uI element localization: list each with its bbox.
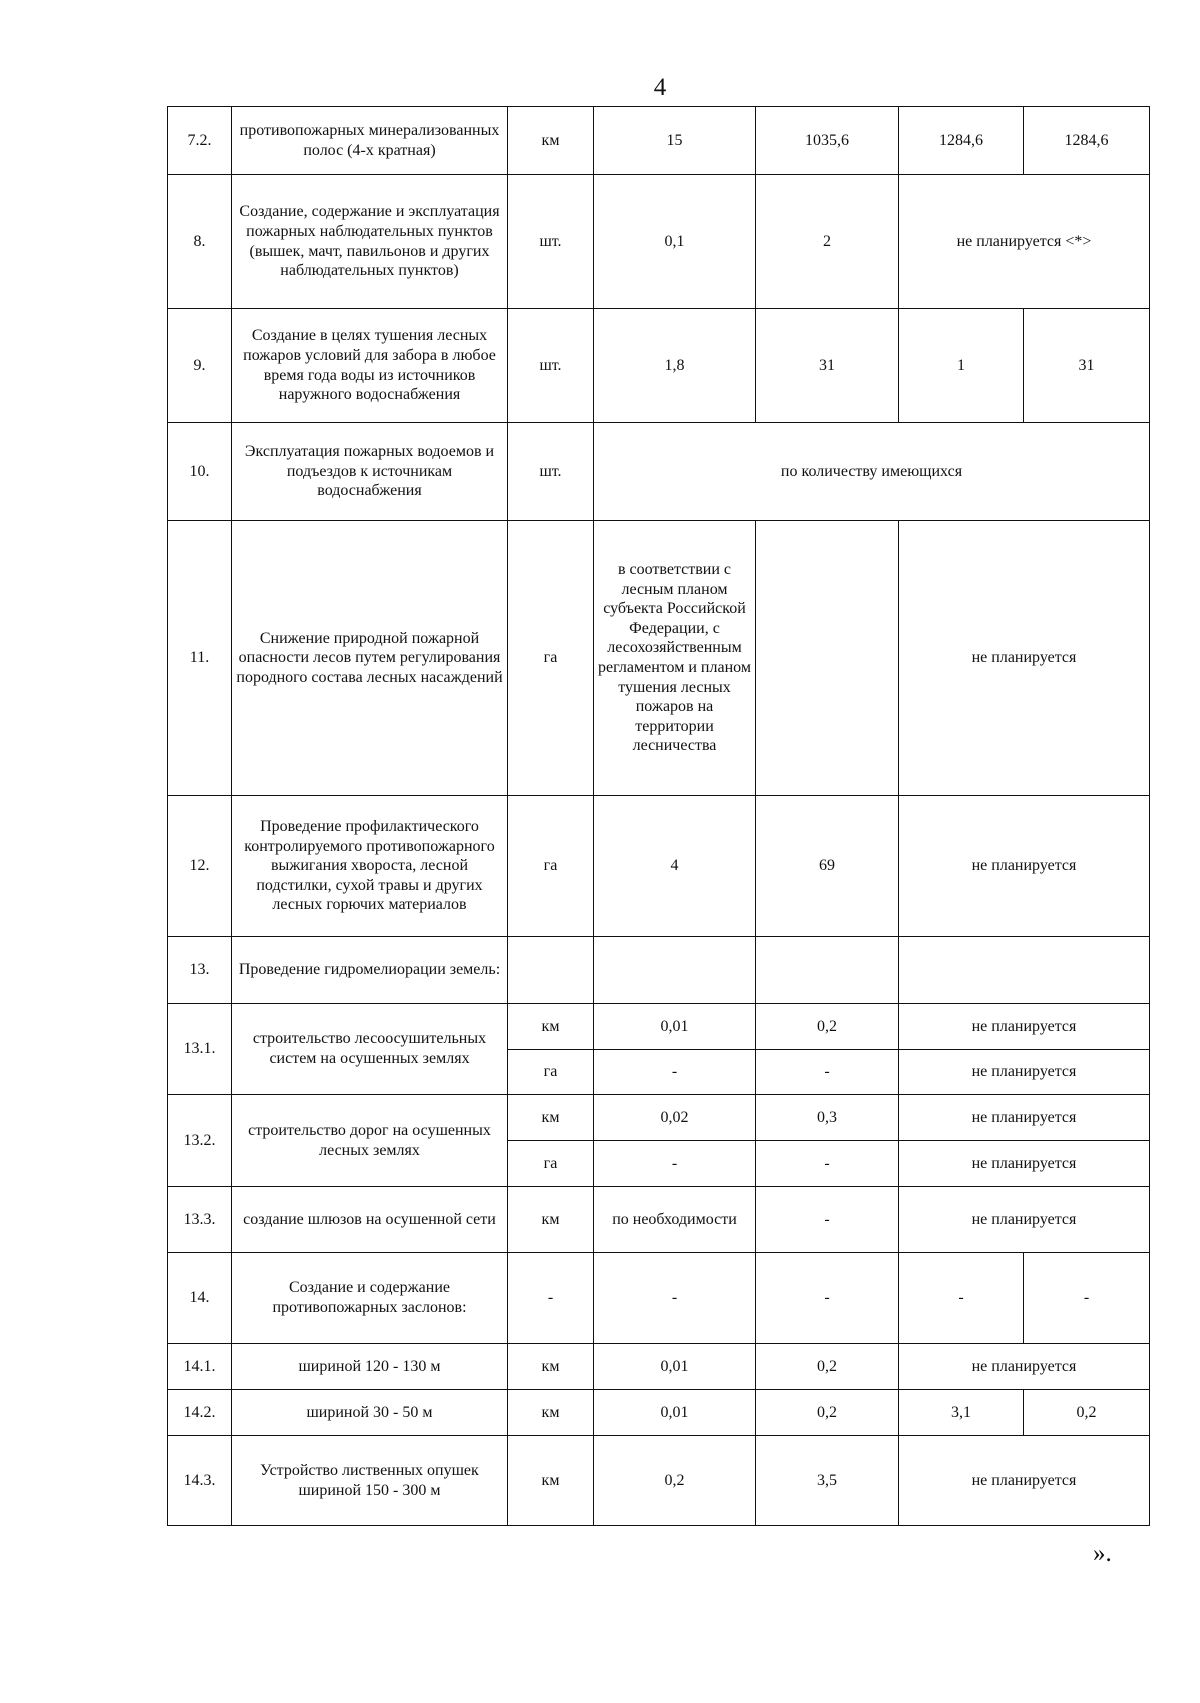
value-cell: -: [899, 1253, 1024, 1344]
value-cell: по необходимости: [594, 1187, 756, 1253]
value-cell: в соответствии с лесным планом субъекта Российской Федерации, с лесохозяйственным регламентом и планом тушения лесных пожаров на территории лесничества: [594, 521, 756, 796]
table-row: [168, 309, 1150, 423]
unit-cell: га: [508, 1050, 594, 1095]
measure-name: строительство дорог на осушенных лесных землях: [232, 1095, 508, 1187]
value-cell: -: [756, 1253, 899, 1344]
unit-cell: км: [508, 1004, 594, 1050]
measure-name: Проведение гидромелиорации земель:: [232, 937, 508, 1004]
value-cell: 31: [756, 309, 899, 423]
row-number: 8.: [168, 175, 232, 309]
row-number: 14.2.: [168, 1390, 232, 1436]
plan-cell: не планируется: [899, 796, 1150, 937]
value-cell: [756, 521, 899, 796]
table-row: [168, 796, 1150, 937]
table-row: [168, 521, 1150, 796]
value-cell: [594, 937, 756, 1004]
row-number: 13.2.: [168, 1095, 232, 1187]
measure-name: Эксплуатация пожарных водоемов и подъездов к источникам водоснабжения: [232, 423, 508, 521]
plan-cell: не планируется: [899, 1187, 1150, 1253]
row-number: 13.: [168, 937, 232, 1004]
measure-name: Проведение профилактического контролируемого противопожарного выжигания хвороста, лесной подстилки, сухой травы и других лесных горючих материалов: [232, 796, 508, 937]
value-cell: 0,01: [594, 1004, 756, 1050]
table-row: [168, 1344, 1150, 1390]
plan-cell: не планируется: [899, 1344, 1150, 1390]
value-cell: 15: [594, 107, 756, 175]
plan-cell: не планируется <*>: [899, 175, 1150, 309]
unit-cell: [508, 937, 594, 1004]
value-cell: 0,2: [594, 1436, 756, 1526]
plan-cell: не планируется: [899, 521, 1150, 796]
value-cell: -: [756, 1050, 899, 1095]
table-row: [168, 1390, 1150, 1436]
unit-cell: -: [508, 1253, 594, 1344]
measure-name: строительство лесоосушительных систем на осушенных землях: [232, 1004, 508, 1095]
unit-cell: км: [508, 1344, 594, 1390]
value-cell: 0,3: [756, 1095, 899, 1141]
value-cell: 4: [594, 796, 756, 937]
row-number: 14.: [168, 1253, 232, 1344]
value-cell: 1,8: [594, 309, 756, 423]
value-cell: -: [594, 1253, 756, 1344]
table-row: [168, 1436, 1150, 1526]
value-cell: -: [594, 1141, 756, 1187]
page-number: 4: [653, 74, 667, 101]
measures-table: [167, 106, 1150, 1526]
unit-cell: км: [508, 1187, 594, 1253]
measure-name: Устройство лиственных опушек шириной 150 - 300 м: [232, 1436, 508, 1526]
table-row: [168, 1253, 1150, 1344]
value-cell: [756, 937, 899, 1004]
measure-name: Создание и содержание противопожарных заслонов:: [232, 1253, 508, 1344]
measure-name: шириной 30 - 50 м: [232, 1390, 508, 1436]
value-cell: 1284,6: [1024, 107, 1150, 175]
value-cell: 0,02: [594, 1095, 756, 1141]
row-number: 9.: [168, 309, 232, 423]
row-number: 13.1.: [168, 1004, 232, 1095]
table-row: [168, 107, 1150, 175]
value-cell: 3,5: [756, 1436, 899, 1526]
plan-cell: не планируется: [899, 1141, 1150, 1187]
value-cell: 1284,6: [899, 107, 1024, 175]
unit-cell: км: [508, 1095, 594, 1141]
unit-cell: га: [508, 521, 594, 796]
value-cell: 2: [756, 175, 899, 309]
plan-cell: не планируется: [899, 1095, 1150, 1141]
value-cell: -: [756, 1141, 899, 1187]
measure-name: Создание в целях тушения лесных пожаров условий для забора в любое время года воды из источников наружного водоснабжения: [232, 309, 508, 423]
value-cell: 0,1: [594, 175, 756, 309]
row-number: 11.: [168, 521, 232, 796]
table-row: [168, 937, 1150, 1004]
unit-cell: шт.: [508, 423, 594, 521]
measure-name: создание шлюзов на осушенной сети: [232, 1187, 508, 1253]
unit-cell: км: [508, 1390, 594, 1436]
unit-cell: га: [508, 1141, 594, 1187]
plan-cell: [899, 937, 1150, 1004]
table-row: [168, 175, 1150, 309]
unit-cell: км: [508, 107, 594, 175]
row-number: 10.: [168, 423, 232, 521]
value-cell: -: [1024, 1253, 1150, 1344]
plan-cell: не планируется: [899, 1050, 1150, 1095]
row-number: 14.1.: [168, 1344, 232, 1390]
unit-cell: шт.: [508, 309, 594, 423]
plan-cell: не планируется: [899, 1436, 1150, 1526]
table-row: [168, 1095, 1150, 1141]
row-number: 12.: [168, 796, 232, 937]
closing-quote-mark: ».: [1093, 1540, 1112, 1567]
value-cell: 1: [899, 309, 1024, 423]
value-cell: 0,2: [756, 1390, 899, 1436]
value-cell: 69: [756, 796, 899, 937]
measure-name: шириной 120 - 130 м: [232, 1344, 508, 1390]
value-cell: 31: [1024, 309, 1150, 423]
plan-cell: по количеству имеющихся: [594, 423, 1150, 521]
measure-name: Создание, содержание и эксплуатация пожарных наблюдательных пунктов (вышек, мачт, павильонов и других наблюдательных пунктов): [232, 175, 508, 309]
value-cell: 0,2: [1024, 1390, 1150, 1436]
unit-cell: шт.: [508, 175, 594, 309]
value-cell: 1035,6: [756, 107, 899, 175]
measure-name: противопожарных минерализованных полос (4-х кратная): [232, 107, 508, 175]
value-cell: 0,01: [594, 1344, 756, 1390]
table-row: [168, 1004, 1150, 1050]
value-cell: 3,1: [899, 1390, 1024, 1436]
table-row: [168, 423, 1150, 521]
row-number: 7.2.: [168, 107, 232, 175]
value-cell: -: [756, 1187, 899, 1253]
unit-cell: км: [508, 1436, 594, 1526]
unit-cell: га: [508, 796, 594, 937]
table-row: [168, 1187, 1150, 1253]
measure-name: Снижение природной пожарной опасности лесов путем регулирования породного состава лесных насаждений: [232, 521, 508, 796]
value-cell: 0,01: [594, 1390, 756, 1436]
row-number: 14.3.: [168, 1436, 232, 1526]
value-cell: -: [594, 1050, 756, 1095]
plan-cell: не планируется: [899, 1004, 1150, 1050]
value-cell: 0,2: [756, 1004, 899, 1050]
value-cell: 0,2: [756, 1344, 899, 1390]
row-number: 13.3.: [168, 1187, 232, 1253]
